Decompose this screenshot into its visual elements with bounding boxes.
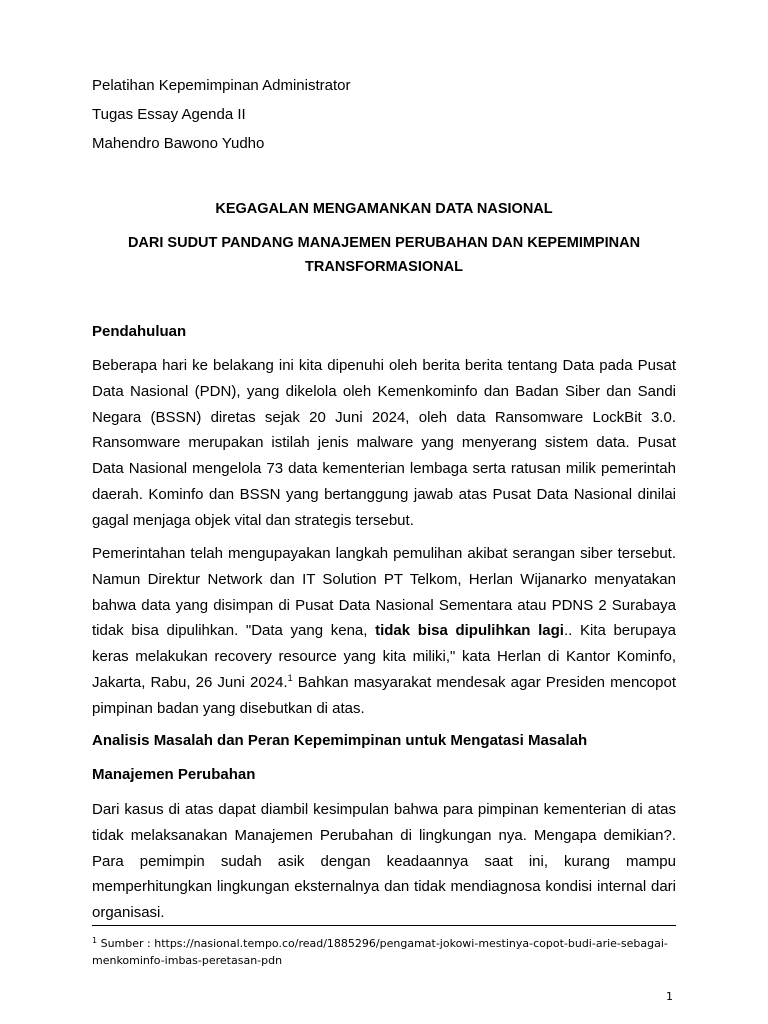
page-number: 1 [666, 990, 673, 1003]
intro-heading: Pendahuluan [92, 323, 187, 340]
para2-text-a: Pemerintahan telah mengupayakan langkah pemulihan akibat serangan siber tersebut. Namun Direktur Network dan IT Solution PT Telkom, Herlan Wijanarko menyatakan bahwa data yang disimpan di Pusat Data Nasional Sementara atau PDNS 2 Surabaya tidak bisa dipulihkan. "Data yang kena, [92, 545, 676, 640]
title-line-2: DARI SUDUT PANDANG MANAJEMEN PERUBAHAN DAN KEPEMIMPINAN [127, 235, 641, 251]
author-name: Mahendro Bawono Yudho [92, 135, 265, 152]
para2-text-c: Bahkan masyarakat mendesak agar Presiden mencopot pimpinan badan yang disebutkan di atas. [92, 673, 677, 717]
footnote-divider [92, 925, 676, 926]
footnote-reference[interactable]: 1 [287, 672, 293, 683]
intro-paragraph-2 [92, 541, 676, 722]
footnote [92, 935, 676, 969]
intro-paragraph-1: Beberapa hari ke belakang ini kita dipenuhi oleh berita berita tentang Data pada Pusat Data Nasional (PDN), yang dikelola oleh Kemenkominfo dan Badan Siber dan Sandi Negara (BSSN) diretas sejak 20 Juni 2024, oleh data Ransomware LockBit 3.0. Ransomware merupakan istilah jenis malware yang menyerang sistem data. Pusat Data Nasional mengelola 73 data kementerian lembaga serta ratusan milik pemerintah daerah. Kominfo dan BSSN yang bertanggung jawab atas Pusat Data Nasional dinilai gagal menjaga objek vital dan strategis tersebut. [92, 357, 676, 529]
analysis-heading: Analisis Masalah dan Peran Kepemimpinan untuk Mengatasi Masalah [92, 732, 588, 749]
title-line-3: TRANSFORMASIONAL [305, 259, 463, 275]
footnote-marker: 1 [92, 936, 98, 945]
para2-text-b: .. Kita berupaya keras melakukan recovery resource yang kita miliki," kata Herlan di Kantor Kominfo, Jakarta, Rabu, 26 Juni 2024. [92, 622, 676, 691]
footnote-source-link[interactable]: Sumber : https://nasional.tempo.co/read/1885296/pengamat-jokowi-mestinya-copot-budi-arie-sebagai-menkominfo-imbas-peretasan-pdn [92, 937, 668, 967]
title-line-1: KEGAGALAN MENGAMANKAN DATA NASIONAL [215, 201, 553, 217]
change-management-paragraph: Dari kasus di atas dapat diambil kesimpulan bahwa para pimpinan kementerian di atas tidak melaksanakan Manajemen Perubahan di lingkungan nya. Mengapa demikian?. Para pemimpin sudah asik dengan keadaannya saat ini, kurang mampu memperhitungkan lingkungan eksternalnya dan tidak mendiagnosa kondisi internal dari organisasi. [92, 801, 676, 922]
change-management-heading: Manajemen Perubahan [92, 766, 256, 783]
para2-bold-quote: tidak bisa dipulihkan lagi [375, 622, 564, 640]
course-name: Pelatihan Kepemimpinan Administrator [92, 77, 351, 94]
assignment-name: Tugas Essay Agenda II [92, 106, 246, 123]
